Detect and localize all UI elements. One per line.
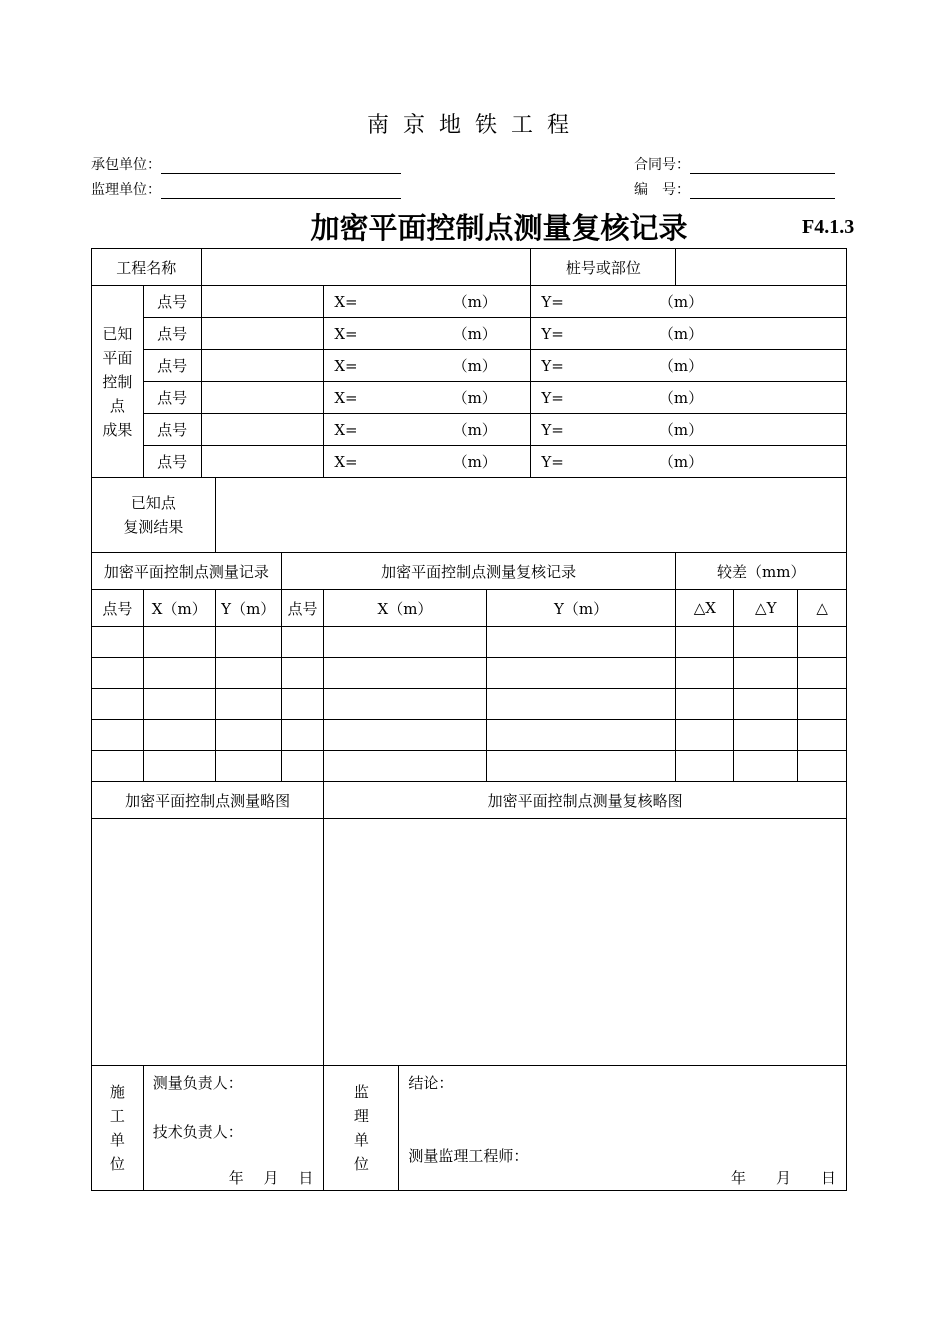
point-value[interactable]: [201, 350, 324, 382]
x-label: X=: [334, 325, 358, 343]
unit-label: （m）: [658, 389, 704, 407]
point-value[interactable]: [201, 318, 324, 350]
cell[interactable]: [324, 658, 486, 689]
cell[interactable]: [734, 751, 798, 782]
unit-label: （m）: [452, 389, 497, 407]
x-coordinate[interactable]: [324, 286, 531, 318]
sketch-recheck-area[interactable]: [324, 819, 847, 1066]
supervision-signature-cell[interactable]: [399, 1066, 847, 1191]
col-x-header: X（m）: [143, 590, 215, 627]
x-label: X=: [334, 357, 358, 375]
construction-signature-cell[interactable]: [143, 1066, 324, 1191]
known-points-label-line: 成果: [102, 420, 133, 439]
cell[interactable]: [324, 751, 486, 782]
table-row: [92, 720, 847, 751]
section-recheck-header: 加密平面控制点测量复核记录: [281, 553, 676, 590]
col-y-header: Y（m）: [486, 590, 676, 627]
unit-label: （m）: [452, 325, 497, 343]
unit-label: （m）: [658, 293, 704, 311]
station-label: 桩号或部位: [531, 249, 676, 286]
tech-lead-label: 技术负责人：: [152, 1123, 243, 1141]
supervision-unit-line: 理: [353, 1107, 369, 1125]
construction-unit-line: 单: [109, 1131, 125, 1149]
unit-label: （m）: [452, 293, 497, 311]
cell[interactable]: [486, 720, 676, 751]
point-value[interactable]: [201, 382, 324, 414]
col-point-header: 点号: [281, 590, 324, 627]
cell[interactable]: [734, 658, 798, 689]
cell[interactable]: [143, 720, 215, 751]
serial-no-line[interactable]: [690, 184, 835, 199]
supervision-unit-line: 监: [353, 1083, 369, 1101]
cell[interactable]: [676, 627, 734, 658]
document-header-title: 南京地铁工程: [366, 113, 583, 138]
supervisor-field: [91, 179, 401, 199]
cell[interactable]: [92, 689, 144, 720]
project-name-value[interactable]: [201, 249, 531, 286]
supervision-unit-line: 单: [353, 1131, 369, 1149]
cell[interactable]: [676, 720, 734, 751]
col-dx-header: △X: [676, 590, 734, 627]
point-value[interactable]: [201, 414, 324, 446]
cell[interactable]: [798, 689, 847, 720]
point-label: 点号: [143, 414, 201, 446]
cell[interactable]: [798, 658, 847, 689]
y-label: Y=: [541, 293, 564, 311]
construction-unit-line: 位: [109, 1155, 125, 1173]
cell[interactable]: [281, 658, 324, 689]
col-dy-header: △Y: [734, 590, 798, 627]
point-label: 点号: [143, 286, 201, 318]
construction-unit-line: 工: [109, 1107, 125, 1125]
section-diff-header: 较差（mm）: [676, 553, 847, 590]
cell[interactable]: [215, 658, 281, 689]
contractor-line[interactable]: [161, 159, 401, 174]
y-label: Y=: [541, 389, 564, 407]
survey-lead-label: 测量负责人：: [152, 1074, 243, 1092]
supervisor-line[interactable]: [161, 184, 401, 199]
cell[interactable]: [281, 627, 324, 658]
cell[interactable]: [92, 627, 144, 658]
known-points-label: [92, 286, 144, 478]
known-point-row: [92, 414, 847, 446]
point-value[interactable]: [201, 446, 324, 478]
cell[interactable]: [143, 658, 215, 689]
cell[interactable]: [734, 689, 798, 720]
form-code: F4.1.3: [802, 216, 855, 238]
station-value[interactable]: [676, 249, 847, 286]
y-label: Y=: [541, 453, 564, 471]
cell[interactable]: [143, 751, 215, 782]
point-label: 点号: [143, 318, 201, 350]
project-name-label: 工程名称: [92, 249, 202, 286]
known-recheck-label-line: 已知点: [130, 494, 176, 512]
unit-label: （m）: [452, 421, 497, 439]
y-coordinate[interactable]: [531, 318, 847, 350]
cell[interactable]: [324, 627, 486, 658]
known-points-label-line: 已知: [102, 324, 133, 343]
sketch-recheck-header: 加密平面控制点测量复核略图: [324, 782, 847, 819]
cell[interactable]: [486, 658, 676, 689]
cell[interactable]: [281, 689, 324, 720]
supervision-unit-label: [324, 1066, 399, 1191]
point-label: 点号: [143, 446, 201, 478]
table-row: [92, 751, 847, 782]
x-label: X=: [334, 389, 358, 407]
date-right: 年 月 日: [730, 1169, 836, 1187]
y-coordinate[interactable]: [531, 350, 847, 382]
cell[interactable]: [676, 689, 734, 720]
y-label: Y=: [541, 421, 564, 439]
known-point-row: [92, 350, 847, 382]
cell[interactable]: [92, 751, 144, 782]
sketch-measure-area[interactable]: [92, 819, 324, 1066]
cell[interactable]: [798, 627, 847, 658]
unit-label: （m）: [658, 421, 704, 439]
form-title: 加密平面控制点测量复核记录: [310, 211, 688, 245]
y-coordinate[interactable]: [531, 414, 847, 446]
known-point-row: [92, 446, 847, 478]
table-row: [92, 627, 847, 658]
x-label: X=: [334, 453, 358, 471]
col-d-header: △: [798, 590, 847, 627]
construction-unit-line: 施: [109, 1083, 125, 1101]
cell[interactable]: [92, 658, 144, 689]
known-points-label-line: 平面: [102, 348, 133, 367]
point-label: 点号: [143, 382, 201, 414]
known-points-label-line: 点: [109, 396, 125, 415]
known-recheck-value[interactable]: [215, 478, 846, 553]
section-measure-header: 加密平面控制点测量记录: [92, 553, 282, 590]
x-label: X=: [334, 293, 358, 311]
known-point-row: [92, 318, 847, 350]
cell[interactable]: [143, 689, 215, 720]
cell[interactable]: [281, 751, 324, 782]
x-coordinate[interactable]: [324, 318, 531, 350]
x-coordinate[interactable]: [324, 350, 531, 382]
cell[interactable]: [215, 751, 281, 782]
cell[interactable]: [92, 720, 144, 751]
unit-label: （m）: [658, 325, 704, 343]
col-point-header: 点号: [92, 590, 144, 627]
contractor-field: [91, 154, 401, 174]
unit-label: （m）: [658, 357, 704, 375]
cell[interactable]: [143, 627, 215, 658]
cell[interactable]: [215, 627, 281, 658]
supervision-unit-line: 位: [353, 1155, 369, 1173]
survey-supervisor-label: 测量监理工程师：: [408, 1147, 529, 1165]
y-label: Y=: [541, 325, 564, 343]
known-point-row: [92, 382, 847, 414]
point-value[interactable]: [201, 286, 324, 318]
construction-unit-label: [92, 1066, 144, 1191]
known-points-label-line: 控制: [102, 372, 133, 391]
supervisor-label: 监理单位：: [91, 182, 161, 198]
point-label: 点号: [143, 350, 201, 382]
cell[interactable]: [798, 720, 847, 751]
table-row: [92, 689, 847, 720]
x-coordinate[interactable]: [324, 382, 531, 414]
cell[interactable]: [324, 689, 486, 720]
col-y-header: Y（m）: [215, 590, 281, 627]
y-label: Y=: [541, 357, 564, 375]
contract-no-label: 合同号：: [634, 157, 690, 173]
serial-no-label: 编 号：: [634, 182, 690, 198]
contract-no-line[interactable]: [690, 159, 835, 174]
cell[interactable]: [676, 751, 734, 782]
unit-label: （m）: [658, 453, 704, 471]
cell[interactable]: [486, 751, 676, 782]
contractor-label: 承包单位：: [91, 157, 161, 173]
cell[interactable]: [215, 689, 281, 720]
sketch-measure-header: 加密平面控制点测量略图: [92, 782, 324, 819]
contract-no-field: [634, 154, 835, 174]
cell[interactable]: [281, 720, 324, 751]
known-point-row: [92, 286, 847, 318]
known-recheck-label: [92, 478, 216, 553]
y-coordinate[interactable]: [531, 286, 847, 318]
cell[interactable]: [676, 658, 734, 689]
y-coordinate[interactable]: [531, 382, 847, 414]
x-coordinate[interactable]: [324, 446, 531, 478]
conclusion-label: 结论：: [408, 1074, 454, 1092]
date-left: 年 月 日: [228, 1169, 314, 1187]
cell[interactable]: [734, 627, 798, 658]
col-x-header: X（m）: [324, 590, 486, 627]
cell[interactable]: [324, 720, 486, 751]
x-label: X=: [334, 421, 358, 439]
unit-label: （m）: [452, 453, 497, 471]
cell[interactable]: [486, 627, 676, 658]
cell[interactable]: [798, 751, 847, 782]
x-coordinate[interactable]: [324, 414, 531, 446]
cell[interactable]: [486, 689, 676, 720]
known-recheck-label-line: 复测结果: [123, 518, 184, 536]
record-table: [91, 248, 847, 1191]
cell[interactable]: [734, 720, 798, 751]
unit-label: （m）: [452, 357, 497, 375]
table-row: [92, 658, 847, 689]
serial-no-field: [634, 179, 835, 199]
cell[interactable]: [215, 720, 281, 751]
y-coordinate[interactable]: [531, 446, 847, 478]
